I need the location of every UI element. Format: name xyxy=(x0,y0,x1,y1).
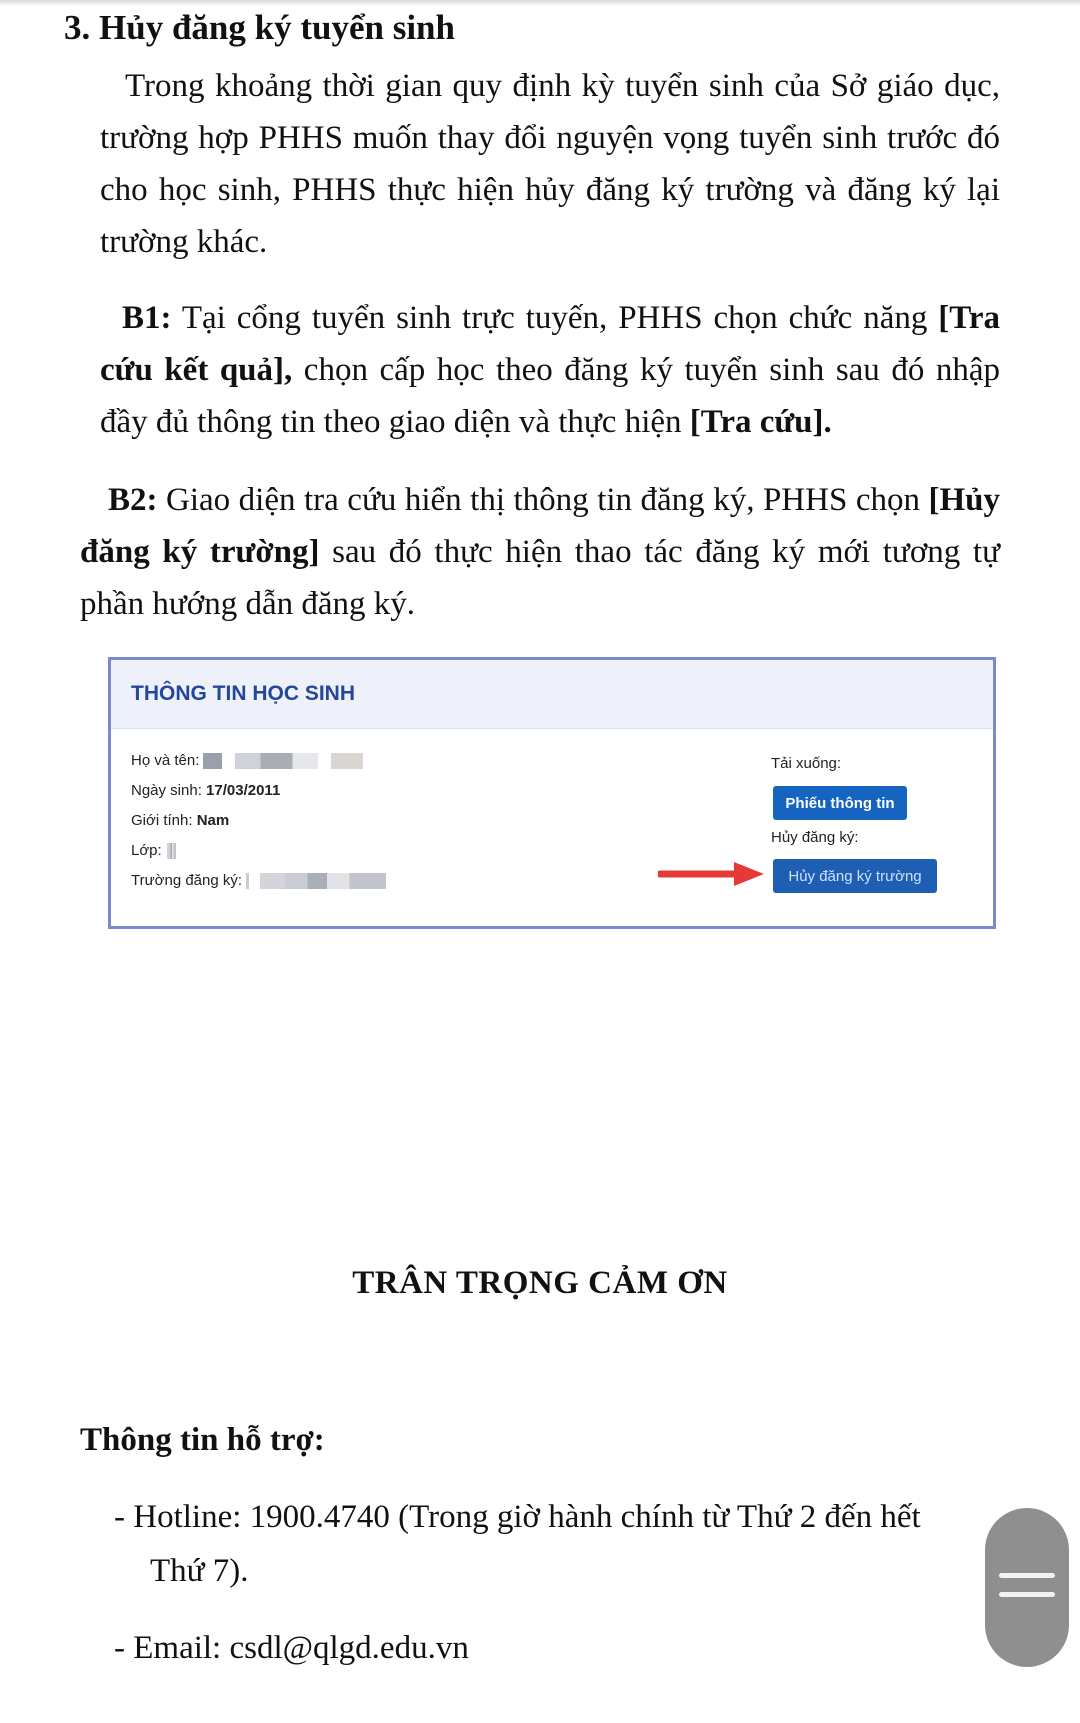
panel-title: THÔNG TIN HỌC SINH xyxy=(131,682,355,705)
scroll-handle-grip-icon xyxy=(999,1592,1055,1597)
red-arrow-icon xyxy=(658,859,768,889)
dob-value: 17/03/2011 xyxy=(206,782,281,799)
student-info-screenshot xyxy=(108,657,996,929)
top-edge xyxy=(0,0,1080,6)
section-heading: 3. Hủy đăng ký tuyển sinh xyxy=(64,8,455,47)
step-b1-text-2: chọn cấp học theo đăng ký tuyển sinh sau đó nhập đầy đủ thông tin theo giao diện và thực hiện xyxy=(100,352,1000,440)
step-b2-paragraph xyxy=(80,474,1000,630)
school-field xyxy=(131,872,386,889)
email-line: - Email: csdl@qlgd.edu.vn xyxy=(114,1630,469,1666)
name-label: Họ và tên: xyxy=(131,752,200,769)
class-redacted xyxy=(166,843,176,859)
step-b1-paragraph xyxy=(100,292,1000,448)
step-b2-text-1: Giao diện tra cứu hiển thị thông tin đăng ký, PHHS chọn xyxy=(157,482,929,518)
step-b1-text-1: Tại cổng tuyển sinh trực tuyến, PHHS chọn chức năng xyxy=(171,300,939,336)
cancel-label: Hủy đăng ký: xyxy=(771,829,859,846)
class-label: Lớp: xyxy=(131,842,162,859)
school-label: Trường đăng ký: xyxy=(131,872,243,889)
name-redacted xyxy=(203,753,363,769)
gender-value: Nam xyxy=(196,812,230,829)
step-b1-bold-2: [Tra cứu]. xyxy=(689,404,832,440)
dob-label: Ngày sinh: xyxy=(131,782,202,799)
gender-label: Giới tính: xyxy=(131,812,193,829)
panel-header xyxy=(111,660,993,729)
intro-paragraph: Trong khoảng thời gian quy định kỳ tuyển sinh của Sở giáo dục, trường hợp PHHS muốn thay đổi nguyện vọng tuyển sinh trước đó cho học sinh, PHHS thực hiện hủy đăng ký trường và đăng ký lại trường khác. xyxy=(100,68,1000,260)
scroll-handle-grip-icon xyxy=(999,1573,1055,1578)
step-b1-label: B1: xyxy=(122,300,172,336)
step-b2-bold-1: [Hủy đăng ký trường] xyxy=(80,482,1000,570)
panel-body xyxy=(111,729,993,927)
scroll-handle[interactable] xyxy=(985,1508,1069,1667)
step-b2-label: B2: xyxy=(108,482,158,518)
thanks-heading: TRÂN TRỌNG CẢM ƠN xyxy=(352,1265,728,1301)
school-redacted xyxy=(246,873,386,889)
gender-field xyxy=(131,812,229,829)
hotline-line: - Hotline: 1900.4740 (Trong giờ hành chính từ Thứ 2 đến hết xyxy=(114,1499,921,1535)
download-label: Tải xuống: xyxy=(771,755,842,772)
download-info-button[interactable]: Phiếu thông tin xyxy=(773,786,907,820)
class-field xyxy=(131,842,176,859)
step-b1-bold-1: [Tra cứu kết quả], xyxy=(100,300,1000,388)
cancel-registration-button[interactable]: Hủy đăng ký trường xyxy=(773,859,937,893)
support-title: Thông tin hỗ trợ: xyxy=(80,1422,325,1458)
hotline-line-continued: Thứ 7). xyxy=(150,1553,249,1589)
dob-field xyxy=(131,782,280,799)
name-field xyxy=(131,752,363,769)
step-b2-text-2: sau đó thực hiện thao tác đăng ký mới tương tự phần hướng dẫn đăng ký. xyxy=(80,534,1000,622)
